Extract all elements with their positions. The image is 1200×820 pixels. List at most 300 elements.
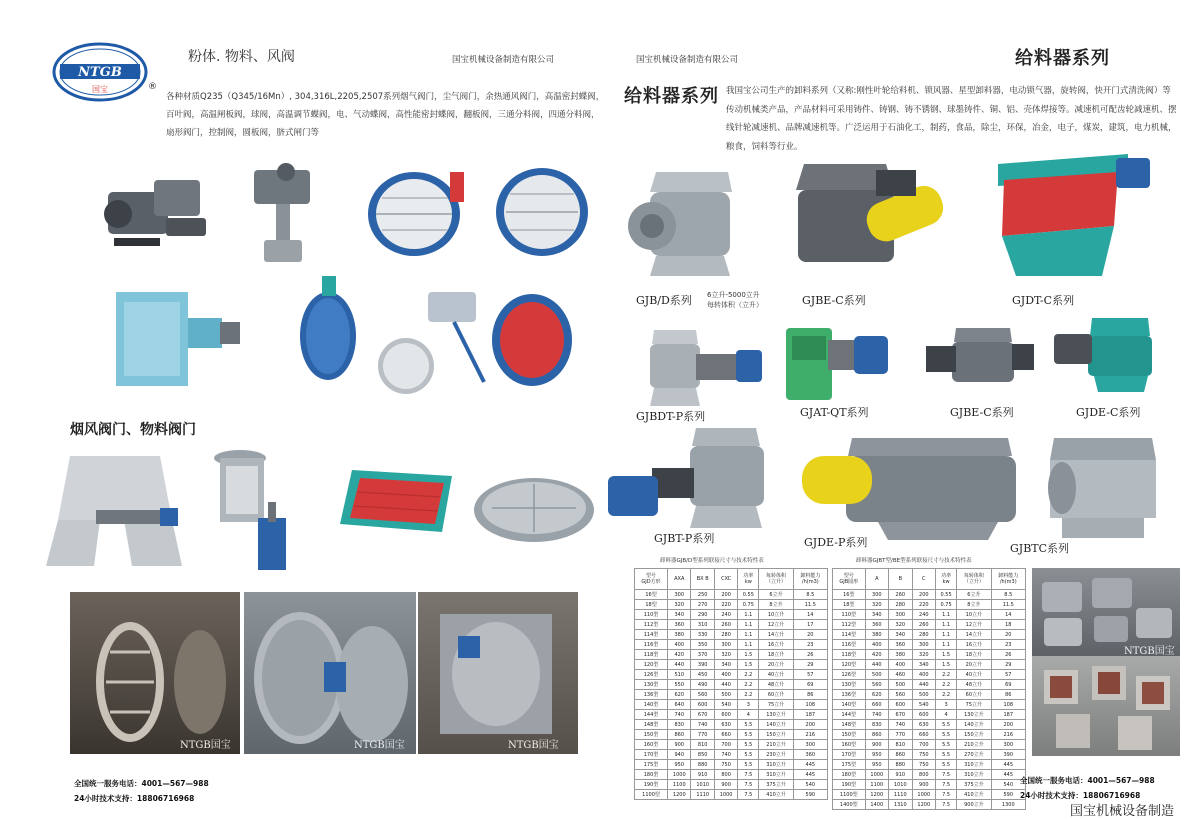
table-cell: 460 (889, 670, 913, 680)
caption-gjde-c: GJDE-C系列 (1076, 406, 1141, 419)
series-title-mid: 给料器系列 (624, 86, 719, 107)
table-cell: 910 (889, 770, 913, 780)
table-cell: 670 (889, 710, 913, 720)
footer-company: 国宝机械设备制造 (1070, 804, 1175, 819)
contact-right (1020, 773, 1155, 803)
caption-gjbd-note-text: 6立升-5000立升 每转体积（立升） (707, 291, 763, 309)
table-cell: 1110 (691, 790, 714, 800)
table-cell: 148型 (833, 720, 866, 730)
table-cell: 320 (889, 620, 913, 630)
table-cell: 40立升 (759, 670, 793, 680)
table-row (635, 750, 828, 760)
table-row (833, 600, 1026, 610)
table-cell: 1300 (991, 800, 1025, 810)
table-cell: 7.5 (738, 780, 759, 790)
table-cell: 86 (793, 690, 827, 700)
gjbe-c-feeder-photo-2 (924, 322, 1038, 398)
table-cell: 300 (912, 640, 936, 650)
table-cell: 150立升 (759, 730, 793, 740)
table-cell: 490 (691, 680, 714, 690)
table-cell: 390 (691, 660, 714, 670)
table-row (635, 650, 828, 660)
table-cell: 130立升 (957, 710, 991, 720)
table-row (635, 590, 828, 600)
table-cell: 126型 (635, 670, 668, 680)
spec-table-left (634, 568, 828, 800)
table-cell: 540 (793, 780, 827, 790)
table-row (635, 670, 828, 680)
table-cell: 7.5 (936, 770, 957, 780)
gjbt-p-feeder-photo (604, 424, 774, 534)
table-cell: 175型 (833, 760, 866, 770)
table-row (833, 660, 1026, 670)
table-cell: 6立升 (957, 590, 991, 600)
table-cell: 340 (714, 660, 737, 670)
table-cell: 750 (912, 750, 936, 760)
table-cell: 500 (912, 690, 936, 700)
table-cell: 660 (865, 700, 889, 710)
table-cell: 590 (991, 790, 1025, 800)
table-row (635, 610, 828, 620)
table-cell: 114型 (635, 630, 668, 640)
table-cell: 60立升 (759, 690, 793, 700)
table-cell: 1100 (668, 780, 691, 790)
table-cell: 270立升 (957, 750, 991, 760)
table-header-cell: C (912, 569, 936, 590)
table-cell: 7.5 (936, 790, 957, 800)
table-cell: 5.5 (738, 720, 759, 730)
table-cell: 60立升 (957, 690, 991, 700)
table-cell: 16型 (833, 590, 866, 600)
table-header-cell: AXA (668, 569, 691, 590)
workshop-photo-1 (70, 592, 240, 754)
table-cell: 20 (991, 630, 1025, 640)
table-cell: 0.55 (738, 590, 759, 600)
table-cell: 750 (714, 760, 737, 770)
intro-left: 各种材质Q235（Q345/16Mn）, 304,316L,2205,2507系列烟气阀门，尘气阀门，余热通风阀门，高温密封蝶阀，百叶阀，高温闸板阀，球阀，高温调节蝶阀，电、气动蝶阀，高性能密封蝶阀，翻板阀，三通分料阀，四通分料阀，扇形阀门，控制阀，圆板阀，脐式闸门等 (166, 92, 605, 138)
table-row (833, 760, 1026, 770)
table-cell: 540 (714, 700, 737, 710)
table-cell: 360 (889, 640, 913, 650)
table-cell: 360 (865, 620, 889, 630)
caption-gjbd: GJB/D系列 (636, 294, 692, 307)
table-cell: 600 (714, 710, 737, 720)
table-cell: 112型 (635, 620, 668, 630)
table-cell: 360 (793, 750, 827, 760)
table-cell: 880 (691, 760, 714, 770)
table-cell: 126型 (833, 670, 866, 680)
table-cell: 7.5 (936, 800, 957, 810)
table-cell: 280 (912, 630, 936, 640)
table-cell: 5.5 (936, 760, 957, 770)
gjbe-c-feeder-photo-1 (786, 154, 950, 280)
gjdt-c-feeder-photo (978, 150, 1164, 284)
table-cell: 1200 (865, 790, 889, 800)
table-cell: 2.2 (738, 690, 759, 700)
table-cell: 320 (912, 650, 936, 660)
table-cell: 740 (889, 720, 913, 730)
table-header-cell: 功率 kw (738, 569, 759, 590)
table-header-cell: 卸料能力 /h(m3) (793, 569, 827, 590)
table-row (833, 730, 1026, 740)
table-cell: 200 (714, 590, 737, 600)
table-cell: 380 (865, 630, 889, 640)
table-cell: 860 (865, 730, 889, 740)
table-cell: 136型 (833, 690, 866, 700)
table-cell: 830 (668, 720, 691, 730)
table-cell: 560 (691, 690, 714, 700)
table-right-title: 卸料器GJBT型/BE型系列联接尺寸与技术特性表 (856, 558, 972, 564)
blue-butterfly-valve-photo (296, 272, 364, 388)
table-cell: 5.5 (936, 720, 957, 730)
table-row (635, 730, 828, 740)
table-cell: 11.5 (793, 600, 827, 610)
table-cell: 1.1 (936, 620, 957, 630)
table-cell: 950 (865, 760, 889, 770)
table-cell: 700 (912, 740, 936, 750)
table-cell: 11.5 (991, 600, 1025, 610)
table-cell: 8.5 (991, 590, 1025, 600)
factory-photo-1 (1032, 568, 1180, 656)
table-cell: 300 (714, 640, 737, 650)
table-cell: 1.1 (936, 630, 957, 640)
table-cell: 380 (889, 650, 913, 660)
table-cell: 320 (865, 600, 889, 610)
table-cell: 5.5 (936, 750, 957, 760)
table-cell: 200 (793, 720, 827, 730)
table-cell: 140立升 (957, 720, 991, 730)
table-cell: 400 (912, 670, 936, 680)
table-cell: 180型 (635, 770, 668, 780)
table-cell: 57 (793, 670, 827, 680)
table-cell: 5.5 (738, 750, 759, 760)
table-cell: 116型 (833, 640, 866, 650)
caption-gjde-p: GJDE-P系列 (804, 536, 868, 549)
table-row (833, 620, 1026, 630)
table-cell: 23 (991, 640, 1025, 650)
table-cell: 620 (865, 690, 889, 700)
table-cell: 10立升 (957, 610, 991, 620)
table-cell: 240 (912, 610, 936, 620)
table-cell: 12立升 (957, 620, 991, 630)
table-cell: 900 (865, 740, 889, 750)
table-cell: 6立升 (759, 590, 793, 600)
table-cell: 29 (991, 660, 1025, 670)
table-cell: 5.5 (936, 730, 957, 740)
table-cell: 136型 (635, 690, 668, 700)
logo-sub: 国宝 (92, 85, 108, 94)
table-cell: 108 (793, 700, 827, 710)
table-cell: 5.5 (936, 740, 957, 750)
table-cell: 3 (936, 700, 957, 710)
table-row (635, 720, 828, 730)
table-cell: 1.1 (936, 610, 957, 620)
registered-mark: ® (148, 82, 157, 92)
table-cell: 14立升 (957, 630, 991, 640)
gjbtc-feeder-photo (1042, 430, 1166, 542)
table-cell: 130立升 (759, 710, 793, 720)
table-cell: 26 (793, 650, 827, 660)
table-cell: 260 (912, 620, 936, 630)
table-cell: 440 (912, 680, 936, 690)
caption-gjbd-note (707, 290, 797, 310)
table-cell: 440 (714, 680, 737, 690)
table-cell: 1010 (889, 780, 913, 790)
square-damper-photo (110, 282, 244, 396)
table-cell: 560 (889, 690, 913, 700)
table-cell: 190型 (635, 780, 668, 790)
table-cell: 120型 (833, 660, 866, 670)
table-cell: 900 (668, 740, 691, 750)
table-cell: 1.5 (936, 650, 957, 660)
table-header-cell: 功率 kw (936, 569, 957, 590)
table-cell: 445 (991, 770, 1025, 780)
table-cell: 150型 (833, 730, 866, 740)
table-cell: 560 (865, 680, 889, 690)
table-row (833, 710, 1026, 720)
table-cell: 187 (793, 710, 827, 720)
table-cell: 108 (991, 700, 1025, 710)
table-cell: 1200 (912, 800, 936, 810)
table-cell: 4 (738, 710, 759, 720)
table-cell: 8立升 (759, 600, 793, 610)
table-cell: 540 (912, 700, 936, 710)
table-row (635, 790, 828, 800)
table-cell: 330 (691, 630, 714, 640)
gjbd-feeder-photo (620, 164, 750, 282)
table-cell: 5.5 (738, 760, 759, 770)
table-row (833, 680, 1026, 690)
table-cell: 310 (691, 620, 714, 630)
table-row (635, 640, 828, 650)
table-cell: 14立升 (759, 630, 793, 640)
table-row (833, 720, 1026, 730)
table-cell: 700 (714, 740, 737, 750)
table-cell: 116型 (635, 640, 668, 650)
table-cell: 445 (793, 760, 827, 770)
table-cell: 400 (668, 640, 691, 650)
table-cell: 300 (793, 740, 827, 750)
table-cell: 1200 (668, 790, 691, 800)
table-cell: 220 (714, 600, 737, 610)
table-cell: 144型 (833, 710, 866, 720)
table-cell: 740 (714, 750, 737, 760)
table-cell: 175型 (635, 760, 668, 770)
table-cell: 1.5 (738, 660, 759, 670)
table-row (635, 760, 828, 770)
caption-gjbdt-p: GJBDT-P系列 (636, 410, 706, 423)
table-cell: 880 (889, 760, 913, 770)
table-cell: 420 (865, 650, 889, 660)
electric-red-butterfly-valve-photo (424, 282, 576, 392)
table-cell: 17 (793, 620, 827, 630)
table-cell: 130型 (635, 680, 668, 690)
tagline: 粉体. 物料、风阀 (188, 49, 295, 65)
table-cell: 4 (936, 710, 957, 720)
table-cell: 350 (691, 640, 714, 650)
company-header-left: 国宝机械设备制造有限公司 (452, 55, 555, 65)
table-cell: 1310 (889, 800, 913, 810)
table-cell: 270 (691, 600, 714, 610)
table-cell: 23 (793, 640, 827, 650)
table-header-cell: 卸料能力 /h(m3) (991, 569, 1025, 590)
table-row (635, 700, 828, 710)
table-row (635, 620, 828, 630)
contact-left-phone: 全国统一服务电话：4001—567—988 (74, 779, 209, 788)
table-cell: 69 (793, 680, 827, 690)
table-cell: 950 (668, 760, 691, 770)
table-cell: 160型 (833, 740, 866, 750)
company-header-right: 国宝机械设备制造有限公司 (636, 55, 739, 65)
table-cell: 14 (991, 610, 1025, 620)
table-cell: 660 (912, 730, 936, 740)
table-cell: 1.1 (738, 640, 759, 650)
table-row (635, 710, 828, 720)
table-cell: 1.5 (936, 660, 957, 670)
table-cell: 2.2 (738, 670, 759, 680)
table-cell: 150型 (635, 730, 668, 740)
table-cell: 187 (991, 710, 1025, 720)
table-cell: 280 (714, 630, 737, 640)
table-cell: 69 (991, 680, 1025, 690)
table-cell: 16立升 (957, 640, 991, 650)
table-cell: 7.5 (738, 790, 759, 800)
table-left-title: 卸料器GJB/D型系列联接尺寸与技术特性表 (660, 558, 764, 564)
table-row (833, 800, 1026, 810)
table-row (833, 640, 1026, 650)
table-header-cell: B (889, 569, 913, 590)
table-cell: 590 (793, 790, 827, 800)
table-cell: 18型 (833, 600, 866, 610)
table-cell: 118型 (833, 650, 866, 660)
watermark-1: NTGB国宝 (180, 740, 231, 751)
table-cell: 3 (738, 700, 759, 710)
table-cell: 200 (991, 720, 1025, 730)
table-header-cell: 型号 GJB圆形 (833, 569, 866, 590)
table-cell: 370 (691, 650, 714, 660)
table-cell: 114型 (833, 630, 866, 640)
table-cell: 440 (865, 660, 889, 670)
table-cell: 18型 (635, 600, 668, 610)
table-row (833, 700, 1026, 710)
gjbdt-p-feeder-photo (640, 324, 766, 410)
table-cell: 400 (889, 660, 913, 670)
table-cell: 40立升 (957, 670, 991, 680)
table-cell: 310立升 (759, 760, 793, 770)
table-cell: 300 (865, 590, 889, 600)
table-cell: 620 (668, 690, 691, 700)
red-frame-damper-photo (334, 462, 460, 540)
table-row (635, 740, 828, 750)
table-cell: 375立升 (957, 780, 991, 790)
table-cell: 230立升 (759, 750, 793, 760)
contact-right-support: 24小时技术支持：18806716968 (1020, 791, 1141, 800)
table-cell: 900 (714, 780, 737, 790)
workshop-photo-3 (418, 592, 578, 754)
table-cell: 20 (793, 630, 827, 640)
table-cell: 18立升 (759, 650, 793, 660)
contact-left (74, 776, 209, 806)
table-cell: 260 (889, 590, 913, 600)
table-cell: 550 (668, 680, 691, 690)
table-cell: 600 (691, 700, 714, 710)
table-cell: 16型 (635, 590, 668, 600)
table-cell: 740 (668, 710, 691, 720)
table-cell: 800 (714, 770, 737, 780)
table-cell: 8立升 (957, 600, 991, 610)
table-row (833, 650, 1026, 660)
table-row (833, 590, 1026, 600)
table-cell: 5.5 (738, 730, 759, 740)
table-cell: 810 (889, 740, 913, 750)
table-cell: 375立升 (759, 780, 793, 790)
table-cell: 2.2 (936, 680, 957, 690)
table-cell: 410立升 (759, 790, 793, 800)
table-cell: 0.55 (936, 590, 957, 600)
table-cell: 830 (865, 720, 889, 730)
table-cell: 180型 (833, 770, 866, 780)
table-cell: 170型 (635, 750, 668, 760)
table-cell: 740 (865, 710, 889, 720)
table-cell: 29 (793, 660, 827, 670)
round-plate-damper-photo (468, 466, 598, 548)
table-cell: 660 (714, 730, 737, 740)
table-cell: 26 (991, 650, 1025, 660)
table-cell: 20立升 (957, 660, 991, 670)
table-cell: 12立升 (759, 620, 793, 630)
table-header-cell: 型号 GJD方形 (635, 569, 668, 590)
series-title-right: 给料器系列 (1015, 48, 1110, 69)
watermark-4: NTGB国宝 (1124, 646, 1175, 656)
table-header-cell: 每转体积 （立升） (759, 569, 793, 590)
table-cell: 5.5 (738, 740, 759, 750)
table-cell: 1100型 (833, 790, 866, 800)
table-cell: 600 (912, 710, 936, 720)
table-cell: 216 (793, 730, 827, 740)
table-cell: 140型 (635, 700, 668, 710)
table-cell: 420 (668, 650, 691, 660)
caption-gjbt-p: GJBT-P系列 (654, 532, 715, 545)
table-cell: 240 (714, 610, 737, 620)
table-cell: 2.2 (936, 670, 957, 680)
table-cell: 1000 (668, 770, 691, 780)
table-cell: 1.5 (738, 650, 759, 660)
table-cell: 640 (668, 700, 691, 710)
table-cell: 75立升 (759, 700, 793, 710)
table-cell: 400 (865, 640, 889, 650)
table-row (833, 770, 1026, 780)
table-cell: 340 (865, 610, 889, 620)
table-cell: 445 (991, 760, 1025, 770)
table-header-row (635, 569, 828, 590)
table-cell: 740 (691, 720, 714, 730)
table-cell: 75立升 (957, 700, 991, 710)
table-cell: 260 (714, 620, 737, 630)
table-cell: 770 (691, 730, 714, 740)
table-row (833, 670, 1026, 680)
section-label: 烟风阀门、物料阀门 (70, 422, 196, 438)
table-cell: 10立升 (759, 610, 793, 620)
table-cell: 510 (668, 670, 691, 680)
electric-actuator-photo (96, 168, 216, 260)
table-cell: 148型 (635, 720, 668, 730)
table-cell: 910 (691, 770, 714, 780)
gjde-p-feeder-photo (798, 432, 1022, 544)
caption-gjat-qt: GJAT-QT系列 (800, 406, 869, 419)
table-row (833, 610, 1026, 620)
table-cell: 950 (865, 750, 889, 760)
table-cell: 630 (714, 720, 737, 730)
